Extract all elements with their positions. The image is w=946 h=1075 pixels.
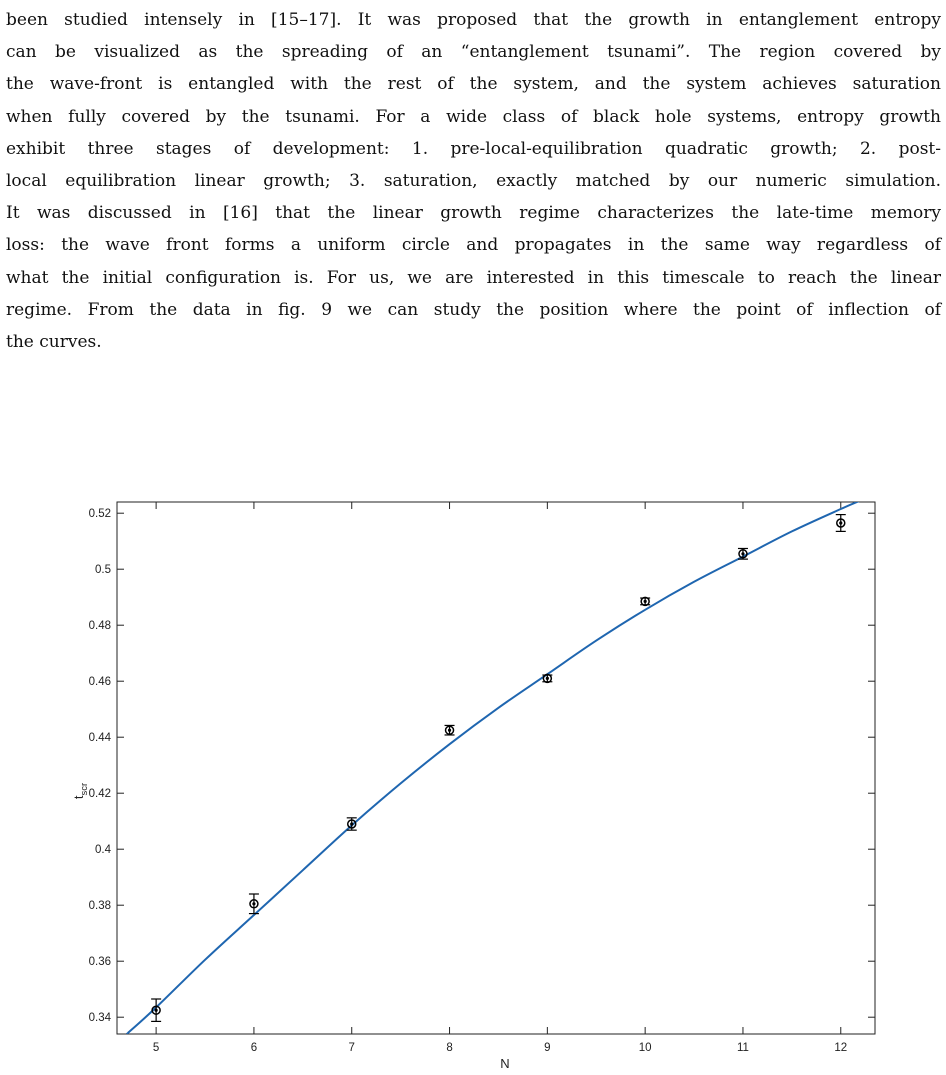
paragraph-line: exhibit three stages of development: 1. pre-local-equilibration quadratic growth; 2. post- [6, 138, 941, 159]
x-tick-label: 7 [348, 1042, 355, 1054]
paragraph-line: It was discussed in [16] that the linear growth regime characterizes the late-time memory [6, 203, 941, 224]
y-tick-label: 0.42 [88, 788, 111, 801]
figure-chart [0, 480, 946, 1075]
paragraph-line: loss: the wave front forms a uniform circle and propagates in the same way regardless of [6, 235, 941, 256]
y-axis-label-main: t [71, 795, 86, 800]
point-marker-dot [839, 521, 842, 524]
fit-curve-line [127, 501, 861, 1034]
svg-text:tscr [71, 783, 90, 799]
point-marker-dot [448, 729, 451, 732]
point-marker-dot [546, 677, 549, 680]
data-point [445, 725, 455, 735]
point-marker-dot [741, 552, 744, 555]
plot-frame [117, 502, 875, 1034]
paragraph-line: the curves. [6, 332, 102, 353]
y-tick-label: 0.46 [88, 676, 111, 689]
x-tick-label: 12 [834, 1042, 848, 1054]
plot-area [89, 501, 875, 1054]
y-tick-label: 0.4 [95, 844, 111, 857]
x-tick-label: 8 [446, 1042, 453, 1054]
y-axis-label [71, 783, 90, 799]
x-tick-label: 10 [638, 1042, 652, 1054]
paragraph-line: regime. From the data in fig. 9 we can study the position where the point of inflection of [6, 299, 941, 320]
paragraph-line: local equilibration linear growth; 3. saturation, exactly matched by our numeric simulation. [6, 171, 941, 192]
paragraph-line: when fully covered by the tsunami. For a wide class of black hole systems, entropy growth [6, 106, 941, 127]
paragraph-line: can be visualized as the spreading of an “entanglement tsunami”. The region covered by [6, 42, 941, 63]
paragraph-line: what the initial configuration is. For us, we are interested in this timescale to reach the linear [6, 267, 941, 288]
data-point [640, 597, 650, 605]
body-paragraph [6, 4, 941, 358]
data-point [836, 515, 846, 532]
y-tick-label: 0.44 [88, 732, 111, 745]
y-tick-label: 0.36 [88, 956, 111, 969]
x-axis-label: N [500, 1056, 510, 1071]
y-tick-label: 0.38 [88, 900, 111, 913]
data-point [542, 674, 552, 682]
paragraph-line: the wave-front is entangled with the rest of the system, and the system achieves saturation [6, 74, 941, 95]
y-tick-label: 0.34 [88, 1012, 111, 1025]
x-tick-label: 9 [544, 1042, 551, 1054]
point-marker-dot [644, 600, 647, 603]
paragraph-line: been studied intensely in [15–17]. It was proposed that the growth in entanglement entropy [6, 10, 941, 30]
y-tick-label: 0.48 [88, 620, 111, 633]
point-marker-dot [350, 822, 353, 825]
x-tick-label: 11 [736, 1042, 749, 1054]
y-tick-label: 0.5 [95, 564, 111, 577]
data-point [151, 999, 161, 1021]
point-marker-dot [252, 902, 255, 905]
x-tick-label: 5 [152, 1042, 160, 1054]
y-axis-label-subscript: scr [79, 782, 90, 796]
x-tick-label: 6 [250, 1042, 258, 1054]
y-tick-label: 0.52 [88, 508, 111, 521]
point-marker-dot [155, 1009, 158, 1012]
